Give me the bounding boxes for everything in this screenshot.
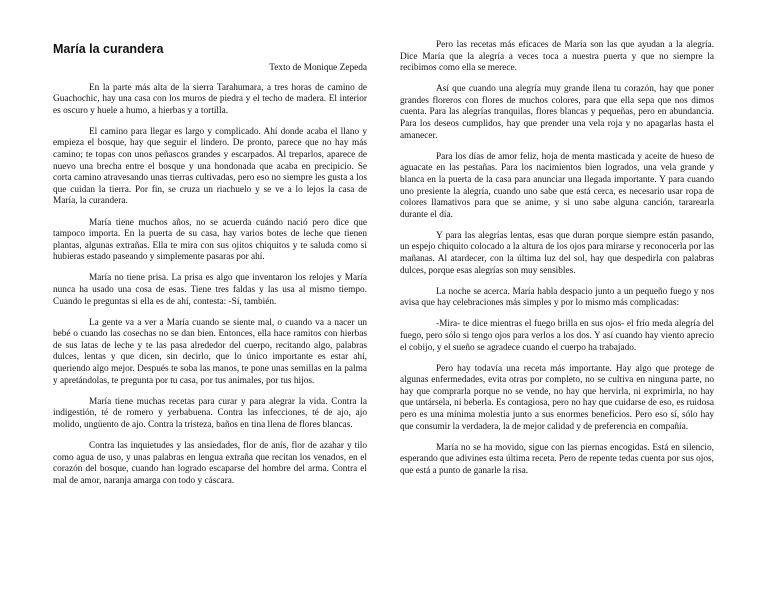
paragraph: Así que cuando una alegría muy grande llena tu corazón, hay que poner grandes floreros con flores de muchos colores, para que ella sepa que nos dimos cuenta. Para las alegrías tranquilas, flores blancas y pequeñas, pero en abundancia. Para los deseos cumplidos, hay que prender una vela roja y no apagarlas hasta el amanecer.: [400, 84, 714, 141]
paragraph: La gente va a ver a María cuando se siente mal, o cuando va a nacer un bebé o cuando las cosechas no se dan bien. Entonces, ella hace ramitos con hierbas de sus latas de leche y te las pasa alrededor del cuerpo, recitando algo, palabras dulces, lentas y que dicen, sin decirlo, que lo único importante es estar ahí, queriendo algo mejor. Después te soba las manos, te pone unas semillas en la palma y apretándolas, te pregunta por tu casa, por tus animales, por tus hijos.: [53, 317, 367, 386]
paragraph: En la parte más alta de la sierra Tarahumara, a tres horas de camino de Guachochic, hay una casa con los muros de piedra y el techo de madera. El interior es oscuro y huele a humo, a hierbas y a tortilla.: [53, 82, 367, 116]
author-byline: Texto de Monique Zepeda: [269, 63, 367, 73]
right-column: [400, 40, 714, 487]
paragraph: Pero las recetas más eficaces de María son las que ayudan a la alegría. Dice María que la alegría a veces toca a nuestra puerta y que no siempre la recibimos como ella se merece.: [400, 40, 714, 74]
story-title: María la curandera: [53, 42, 164, 56]
paragraph: María no se ha movido, sigue con las piernas encogidas. Está en silencio, esperando que adivines esta última receta. Pero de repente tedas cuenta por sus ojos, que está a punto de ganarle la risa.: [400, 442, 714, 476]
paragraph: Para los días de amor feliz, hoja de menta masticada y aceite de hueso de aguacate en las pestañas. Para los nacimientos bien logrados, una vela grande y blanca en la puerta de la casa para anunciar una llegada importante. Y para cuando uno presiente la alegría, cuando uno sabe que está cerca, es necesario usar ropa de colores llamativos para que se anime, y si uno sabe alguna canción, tararearla durante el día.: [400, 151, 714, 220]
paragraph: María tiene muchas recetas para curar y para alegrar la vida. Contra la indigestión, té de romero y yerbabuena. Contra las infecciones, té de ajo, ajo molido, ungüento de ajo. Contra la tristeza, baños en tina llena de flores blancas.: [53, 396, 367, 430]
paragraph: Pero hay todavía una receta más importante. Hay algo que protege de algunas enfermedades, evita otras por completo, no se cultiva en ninguna parte, no hay que comprarla porque no se vende, no hay que hervirla, ni exprimirla, no hay que untársela, ni beberla. Es contagiosa, pero no hay que cuidarse de eso, es ruidosa pero es una mínima molestia junto a sus enormes beneficios. Pero eso sí, sólo hay que consumir la verdadera, la de mejor calidad y de preferencia en compañía.: [400, 363, 714, 432]
paragraph: La noche se acerca. María habla despacio junto a un pequeño fuego y nos avisa que hay celebraciones más simples y por lo mismo más complicadas:: [400, 286, 714, 309]
paragraph: El camino para llegar es largo y complicado. Ahí donde acaba el llano y empieza el bosque, hay que seguir el lindero. De pronto, parece que no hay más camino; te topas con unos peñascos grandes y escarpados. Al treparlos, aparece de nuevo una brecha entre el bosque y una hondonada que acaba en precipicio. Se corta camino atravesando unas tierras cultivadas, pero eso no siempre les gusta a los que cuidan la tierra. Por fin, se cruza un riachuelo y se ve a lo lejos la casa de María, la curandera.: [53, 126, 367, 207]
paragraph: Y para las alegrías lentas, esas que duran porque siempre están pasando, un espejo chiquito colocado a la altura de los ojos para mirarse y reconocerla por las mañanas. Al atardecer, con la última luz del sol, hay que despedirla con palabras dulces, porque esas alegrías son muy sensibles.: [400, 230, 714, 276]
paragraph: María no tiene prisa. La prisa es algo que inventaron los relojes y María nunca ha usado una cosa de esas. Tiene tres faldas y las usa al mismo tiempo. Cuando le preguntas si ella es de ahí, contesta: -Sí, también.: [53, 273, 367, 307]
paragraph: María tiene muchos años, no se acuerda cuándo nació pero dice que tampoco importa. En la puerta de su casa, hay varios botes de leche que tienen plantas, algunas extrañas. Ella te mira con sus ojitos chiquitos y te saluda como si hubieras estado paseando y simplemente pasaras por ahí.: [53, 217, 367, 263]
left-column: [53, 40, 367, 497]
paragraph: Contra las inquietudes y las ansiedades, flor de anís, flor de azahar y tilo como agua de uso, y unas palabras en lengua extraña que recitan los venados, en el corazón del bosque, cuando han logrado escaparse del hombre del arma. Contra el mal de amor, naranja amarga con todo y cáscara.: [53, 441, 367, 486]
paragraph: -Mira- te dice mientras el fuego brilla en sus ojos- el frío meda alegría del fuego, pero sólo si tengo ojos para verlos a los dos. Y así cuando hay viento aprecio el cobijo, y el sueño se agradece cuando el cuerpo ha trabajado.: [400, 319, 714, 353]
